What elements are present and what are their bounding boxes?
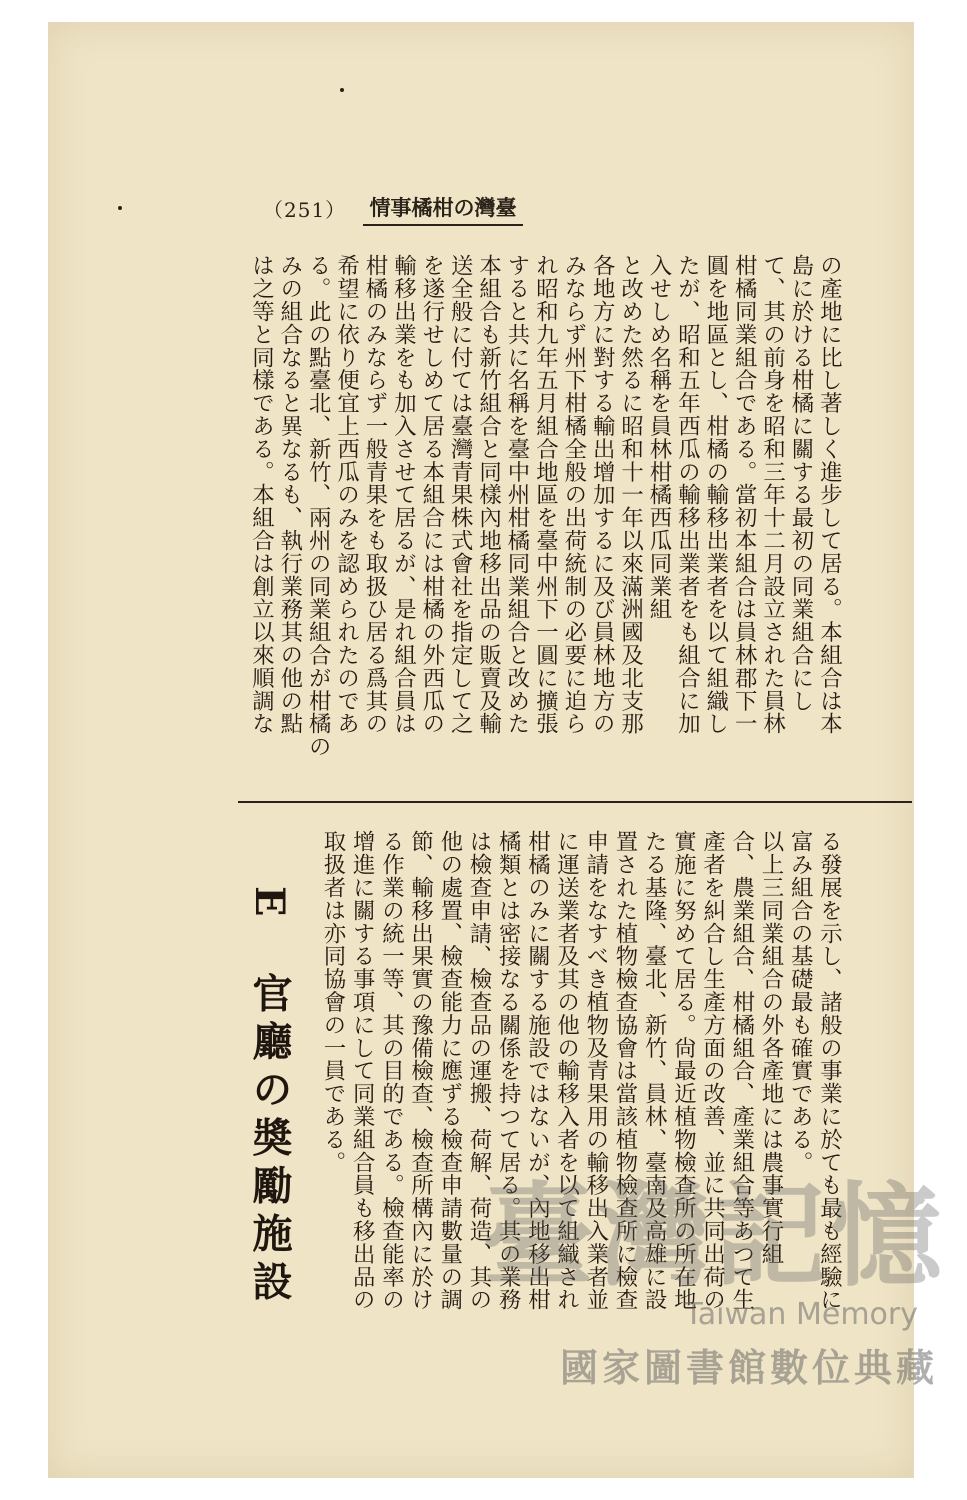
text-column: 實施に努めて居る。尙最近植物檢查所の所在地 [670, 830, 697, 1311]
text-column: 柑橘のみならず一般青果をも取扱ひ居る爲其の [362, 254, 388, 735]
text-column: 富み組合の基礎最も確實である。 [787, 830, 814, 1174]
text-column: 取扱者は亦同協會の一員である。 [320, 830, 346, 1174]
text-column: は之等と同樣である。本組合は創立以來順調な [248, 254, 275, 735]
scan-speck [118, 206, 122, 210]
text-column: 增進に關する事項にして同業組合員も移出品の [349, 830, 376, 1311]
page-header [263, 194, 523, 222]
text-column: て、其の前身を昭和三年十二月設立された員林 [759, 254, 786, 735]
text-column: れ昭和九年五月組合地區を臺中州下一圓に擴張 [532, 254, 559, 735]
text-column: 柑橘のみに關する施設ではないが、內地移出柑 [524, 830, 551, 1311]
text-column: 本組合も新竹組合と同樣內地移出品の販賣及輸 [475, 254, 502, 735]
watermark-logo: 臺灣記憶 [482, 1172, 946, 1302]
text-column: たが、昭和五年西瓜の輸移出業者をも組合に加 [674, 254, 701, 735]
text-column: に運送業者及其の他の輸移入者を以て組織され [553, 830, 580, 1311]
watermark-chinese: 國家圖書館數位典藏 [559, 1346, 938, 1390]
text-column: 圓を地區とし、柑橘の輸移出業者を以て組織し [702, 254, 729, 735]
section-divider [238, 801, 912, 803]
text-column: 輸移出業をも加入させて居るが、是れ組合員は [390, 254, 417, 735]
text-column: 他の處置、檢查能力に應ずる檢查申請數量の調 [436, 830, 463, 1311]
section-heading: E 官廳の奬勵施設 [246, 886, 293, 1309]
page-number: （251） [263, 198, 347, 222]
text-column: を遂行せしめて居る本組合には柑橘の外西瓜の [418, 254, 445, 735]
text-column: 申請をなすべき植物及青果用の輸移出入業者並 [582, 830, 609, 1311]
text-column: 橘類とは密接なる關係を持つて居る。其の業務 [495, 830, 522, 1311]
text-column: 節、輸移出果實の豫備檢查、檢查所構內に於け [407, 830, 434, 1311]
text-column: る發展を示し、諸般の事業に於ても最も經驗に [816, 830, 843, 1311]
text-column: 希望に依り便宜上西瓜のみを認められたのであ [333, 254, 360, 735]
text-column: 島に於ける柑橘に關する最初の同業組合にし [788, 254, 814, 712]
text-column: すると共に名稱を臺中州柑橘同業組合と改めた [504, 254, 530, 735]
document-page [48, 22, 946, 1478]
text-column: みならず州下柑橘全般の出荷統制の必要に迫ら [560, 254, 587, 735]
text-column: と改めた然るに昭和十一年以來滿洲國及北支那 [617, 254, 644, 735]
text-column: の產地に比し著しく進步して居る。本組合は本 [816, 254, 843, 735]
watermark-english: Taiwan Memory [684, 1297, 918, 1332]
text-column: る作業の統一等、其の目的である。檢查能率の [378, 830, 405, 1311]
text-column: たる基隆、臺北、新竹、員林、臺南及高雄に設 [641, 830, 668, 1311]
text-column: 柑橘同業組合である。當初本組合は員林郡下一 [731, 254, 758, 735]
text-column: る。此の點臺北、新竹、兩州の同業組合が柑橘の [305, 254, 332, 758]
text-column: 以上三同業組合の外各產地には農事實行組 [758, 830, 784, 1266]
text-column: 送全般に付ては臺灣青果株式會社を指定して之 [447, 254, 474, 735]
text-column: 產者を糾合し生產方面の改善、並に共同出荷の [699, 830, 726, 1311]
text-column: 置された植物檢查協會は當該植物檢查所に檢查 [612, 830, 638, 1311]
text-column: 合、農業組合、柑橘組合、產業組合等あつて生 [728, 830, 755, 1311]
running-title: 情事橘柑の灣臺 [363, 192, 523, 226]
text-column: 各地方に對する輸出增加するに及び員林地方の [589, 254, 616, 735]
text-column: みの組合なると異なるも、執行業務其の他の點 [276, 254, 303, 735]
scan-speck [340, 88, 344, 92]
text-column: 入せしめ名稱を員林柑橘西瓜同業組 [646, 254, 672, 621]
text-column: は檢查申請、檢查品の運搬、荷解、荷造、其の [466, 830, 492, 1311]
